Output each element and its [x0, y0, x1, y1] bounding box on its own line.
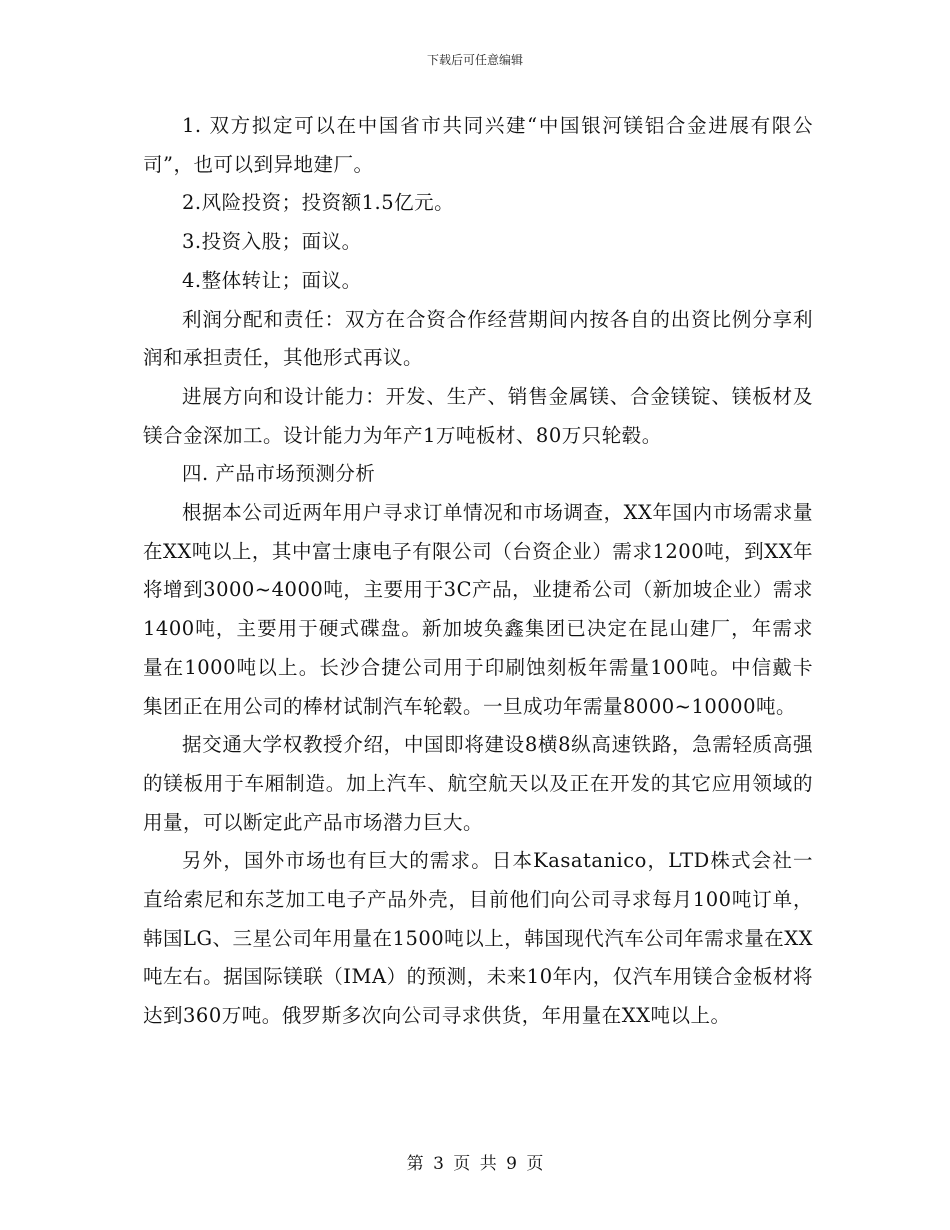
paragraph-domestic-market: 根据本公司近两年用户寻求订单情况和市场调查，XX年国内市场需求量在XX吨以上，其中富士康电子有限公司（台资企业）需求1200吨，到XX年将增到3000~4000吨，主要用于3C产品，业捷希公司（新加坡企业）需求1400吨，主要用于硬式碟盘。新加坡奂鑫集团已决定在昆山建厂，年需求量在1000吨以上。长沙合捷公司用于印刷蚀刻板年需量100吨。中信戴卡集团正在用公司的棒材试制汽车轮毂。一旦成功年需量8000~10000吨。: [143, 501, 813, 718]
paragraph-1: 1. 双方拟定可以在中国省市共同兴建“中国银河镁铝合金进展有限公司”，也可以到异地建厂。: [143, 114, 813, 176]
page-footer: 第 3 页 共 9 页: [406, 1154, 544, 1174]
paragraph-3: 3.投资入股；面议。: [182, 230, 362, 254]
document-body: [143, 107, 813, 1036]
paragraph-railway-demand: 据交通大学权教授介绍，中国即将建设8横8纵高速铁路，急需轻质高强的镁板用于车厢制造。加上汽车、航空航天以及正在开发的其它应用领域的用量，可以断定此产品市场潜力巨大。: [143, 733, 813, 834]
header-note: 下载后可任意编辑: [426, 53, 523, 67]
paragraph-development-direction: 进展方向和设计能力：开发、生产、销售金属镁、合金镁锭、镁板材及镁合金深加工。设计能力为年产1万吨板材、80万只轮毂。: [143, 384, 813, 447]
paragraph-4: 4.整体转让；面议。: [182, 268, 362, 292]
section-heading-market-forecast: 四. 产品市场预测分析: [182, 462, 376, 486]
paragraph-profit-distribution: 利润分配和责任：双方在合资合作经营期间内按各自的出资比例分享利润和承担责任，其他形式再议。: [143, 307, 813, 370]
paragraph-foreign-market: 另外，国外市场也有巨大的需求。日本Kasatanico，LTD株式会社一直给索尼和东芝加工电子产品外壳，目前他们向公司寻求每月100吨订单，韩国LG、三星公司年用量在1500吨以上，韩国现代汽车公司年需求量在XX吨左右。据国际镁联（IMA）的预测，未来10年内，仅汽车用镁合金板材将达到360万吨。俄罗斯多次向公司寻求供货，年用量在XX吨以上。: [143, 849, 813, 1028]
paragraph-2: 2.风险投资；投资额1.5亿元。: [182, 191, 455, 215]
